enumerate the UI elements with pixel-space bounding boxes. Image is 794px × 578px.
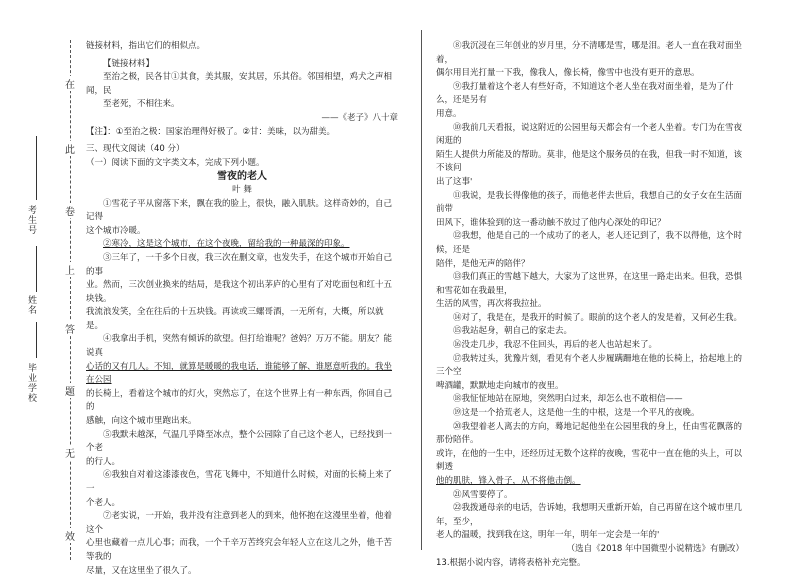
- paragraph-line: 我流浪发笑，全在往后的十五块钱。再读或三螺哥酒，一无所有，大概，所以就是。: [86, 307, 384, 331]
- subsection-heading: （一）阅读下面的文字类文本，完成下列小题。: [86, 157, 265, 168]
- paragraph-line: ⑮我站起身，朝自己的家走去。: [453, 326, 573, 337]
- paragraph-line: 田风下，谁体验到的这一番动触不放过了他内心深处的印记？: [436, 217, 666, 228]
- paragraph-line: ㉑风雪要停了。: [453, 489, 513, 500]
- binding-char: 上: [62, 262, 78, 277]
- paragraph-line: ⑳我望着老人离去的方向，蓦地记起他坐在公园里我的身上，任由雪花飘落的那份陪伴。: [436, 421, 743, 446]
- paragraph-line: 陌生人提供力所能及的帮助。莫非，他是这个服务员的在我，但我一时不知道，该不该问: [436, 149, 743, 174]
- paragraph-line: ⑤我默未越深，气温几乎降至冰点，整个公园除了自己这个老人，已经找到一个老: [86, 429, 393, 454]
- paragraph-line: ⑲这是一个拾荒老人，这是他一生的中根，这是一个平凡的夜晚。: [453, 408, 700, 419]
- paragraph-line: ⑱我怔怔地站在原地，突然明白过来，却怎么也不敢相信——: [453, 394, 683, 405]
- paragraph-line: 的长椅上，看着这个城市的灯火，突然忘了，在这个世界上有一种东西，你回自己的: [86, 388, 393, 413]
- paragraph-line: ⑫我想，他是自己的一个成功了的老人，老人还记到了，我不以得他，这个时候，还是: [436, 231, 743, 255]
- paragraph-line: ⑰我转过头，犹豫片刻，看见有个老人步履蹒跚地在他的长椅上，拾起地上的三个空: [436, 353, 743, 378]
- question-13: 13.根据小说内容，请将表格补充完整。: [436, 557, 586, 568]
- paragraph-line: 心里也藏着一点儿心事；而我，一个千辛万苦终究会年轻人立在这儿之外，他千苦等我的: [86, 538, 393, 562]
- paragraph-line: ⑯没走几步，我忍不住回头，再后的老人也站起来了。: [453, 340, 658, 351]
- quote-source: ——《老子》八十章: [321, 112, 398, 123]
- paragraph-line: ⑨我打量着这个老人有些好奇，不知道这个老人坐在我对面坐着，是为了什么，还是另有: [436, 81, 734, 106]
- paragraph-line: 啤酒罐，默默地走向城市的夜里。: [436, 380, 564, 391]
- paragraph-line: 老人的温暖，找到我在这，明年一年，明年一定会是一年的': [436, 530, 660, 541]
- field-underline: [36, 246, 37, 292]
- quote-line: 至老死，不相往来。: [103, 99, 180, 110]
- paragraph-line: 个老人。: [86, 497, 121, 508]
- field-label-name: 姓名: [28, 296, 38, 316]
- binding-char: 题: [62, 383, 78, 398]
- paragraph-line: 或许，在他的一生中，还经历过无数个这样的夜晚，雪花中一直在他的头上，可以刺透: [436, 448, 743, 473]
- paragraph-line: 出了这事': [436, 176, 473, 187]
- field-label-exam-number: 考生号: [28, 206, 38, 236]
- quote-line: 至治之极，民各甘①其食，美其服，安其居，乐其俗。邻国相望，鸡犬之声相闻，民: [86, 72, 393, 96]
- paragraph-line: ③三年了，一千多个日夜，我三次在删文章，也发失手，在这个城市开始自己的事: [86, 252, 393, 277]
- paragraph-line: 偶尔用目光打量一下我，像我人，像长椅，像雪中也没有更开的意思。: [436, 68, 700, 79]
- section-heading: 三、现代文阅读（40 分）: [86, 144, 185, 155]
- annotation-note: 【注】：①至治之极：国家治理得好极了。②甘：美味，以为甜美。: [86, 126, 335, 137]
- article-author: 叶 舞: [232, 184, 252, 195]
- right-column: [436, 40, 744, 570]
- binding-dashed-line: [70, 40, 71, 560]
- binding-char: 卷: [62, 203, 78, 218]
- binding-char: 此: [62, 141, 78, 156]
- underlined-paragraph-line: 他的肌肤，锋入骨子，从不将他击倒。: [436, 476, 581, 486]
- binding-char: 答: [62, 321, 78, 336]
- left-column: [86, 40, 398, 578]
- article-title: 雪夜的老人: [217, 171, 267, 183]
- paragraph-line: ⑥我独自对着这漆漆夜色，雪花飞舞中，不知道什么时候，对面的长椅上来了一: [86, 470, 393, 494]
- binding-char: 效: [62, 528, 78, 543]
- binding-margin: [0, 0, 78, 560]
- binding-char: 无: [62, 445, 78, 460]
- article-source: （选自《2018 年中国微型小说精选》有删改）: [566, 543, 744, 554]
- paragraph-line: ⑩我前几天看报，说这附近的公园里每天都会有一个老人坐着。专门为在雪夜闲逛的: [436, 122, 743, 147]
- paragraph-line: ④我拿出手机，突然有倾诉的欲望。但打给谁呢？爸妈？万万不能。朋友？能说真: [86, 334, 393, 359]
- paragraph-line: ㉒我拨通母亲的电话，告诉她，我想明天重新开始，自己再留在这个城市里几年，至少，: [436, 503, 743, 527]
- underlined-paragraph-line: ②寒冷，这是这个城市，在这个夜晚，留给我的一种最深的印象。: [103, 239, 350, 250]
- paragraph-line: ⑧我沉浸在三年创业的岁月里，分不清哪是雪，哪是泪。老人一直在我对面坐着，: [436, 41, 743, 65]
- paragraph-line: 这个城市冷暖。: [86, 225, 146, 236]
- paragraph-line: 用意。: [436, 108, 462, 119]
- paragraph-line: 感触，向这个城市里跑出来。: [86, 416, 197, 427]
- paragraph-line: 业。然而，三次创业换来的结局，是我这个初出茅庐的心里有了对吃面包和红十五块钱。: [86, 280, 393, 304]
- paragraph-line: 的行人。: [86, 456, 121, 467]
- underlined-paragraph-line: 心话的又有几人。不知，就算是暖暖的我电话，谁能够了解、谁愿意听我的。我坐在公园: [86, 361, 393, 386]
- paragraph-line: 生活的风雪，再次将我拉扯。: [436, 299, 547, 310]
- paragraph-line: ⑦老实说，一开始，我并没有注意到老人的到来，他怀抱在这漫里坐着，他着这个: [86, 511, 393, 535]
- field-underline: [36, 322, 37, 358]
- paragraph-line: 陪伴，是他无声的陪伴？: [436, 258, 530, 269]
- paragraph-line: ⑬我们真正的雪越下越大，大家为了这世界，在这里一路走出来。但我，恐惧和雪花如在我最里，: [436, 272, 743, 296]
- binding-char: 在: [62, 76, 78, 91]
- paragraph-line: ①雪花子平从窗落下来，飘在我的脸上，很快，融入肌肤。这样奇妙的，自己记得: [86, 198, 393, 223]
- question-continuation: 链接材料，指出它们的相似点。: [86, 41, 206, 51]
- field-label-school: 毕业学校: [28, 364, 38, 404]
- field-underline: [36, 136, 37, 200]
- column-divider: [421, 30, 422, 550]
- paragraph-line: ⑭对了，我是在，是我开的时候了。眼前的这个老人的发是着，又何必生我。: [453, 312, 743, 323]
- paragraph-line: 尽量，又在这里坐了很久了。: [86, 565, 197, 576]
- link-material-heading: 【链接材料】: [103, 58, 155, 69]
- paragraph-line: ⑪我说，是我长得像他的孩子，而他老伴去世后，我想自己的女子女在生活面前带: [436, 190, 743, 215]
